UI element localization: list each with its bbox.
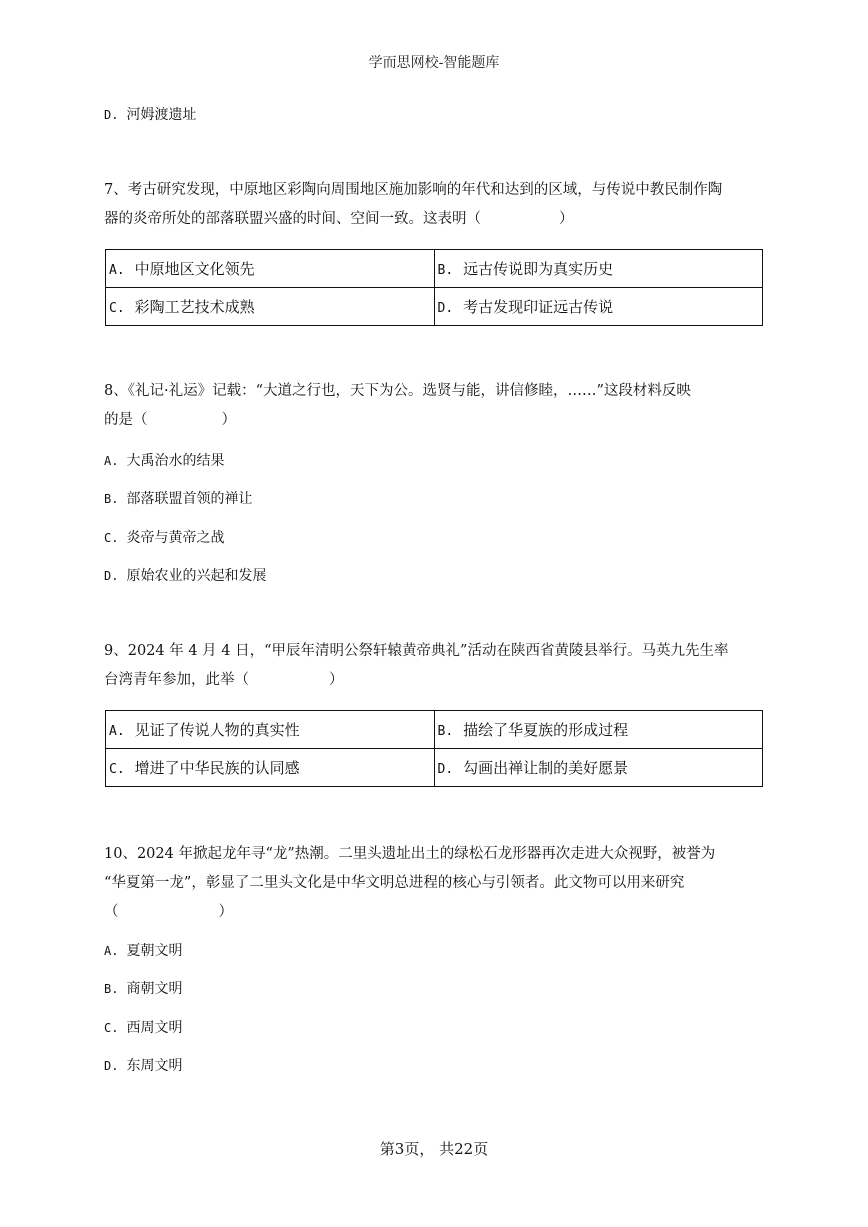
page-header-title: 学而思网校-智能题库 [368,55,500,71]
question-8-line-1: 8、《礼记·礼运》记载：“大道之行也，天下为公。选贤与能，讲信修睦，……”这段材料反映 [104,383,691,399]
question-8-option-a[interactable]: A. 大禹治水的结果 [104,453,225,469]
question-10-line-1: 10、2024 年掀起龙年寻“龙”热潮。二里头遗址出土的绿松石龙形器再次走进大众视野，被誉为 [104,846,716,862]
question-8-option-d[interactable]: D. 原始农业的兴起和发展 [104,568,267,584]
question-9 [104,637,764,695]
question-8-option-c[interactable]: C. 炎帝与黄帝之战 [104,530,225,546]
question-7-line-1: 7、考古研究发现，中原地区彩陶向周围地区施加影响的年代和达到的区域，与传说中教民制作陶 [104,182,723,198]
question-7-option-d[interactable]: D. 考古发现印证远古传说 [434,288,763,326]
question-7-option-b[interactable]: B. 远古传说即为真实历史 [434,250,763,288]
question-10-option-b[interactable]: B. 商朝文明 [104,981,183,997]
question-8 [104,377,764,435]
option-text: 河姆渡遗址 [126,107,197,123]
prev-question-option-d [104,105,196,125]
question-9-options-table [105,710,763,787]
question-9-line-2: 台湾青年参加，此举（ ） [104,672,344,688]
question-7-option-c[interactable]: C. 彩陶工艺技术成熟 [106,288,435,326]
question-7-options-table [105,249,763,326]
question-8-option-b[interactable]: B. 部落联盟首领的禅让 [104,491,253,507]
option-letter: D. [104,108,119,122]
question-10 [104,840,764,927]
question-9-option-a[interactable]: A. 见证了传说人物的真实性 [106,711,435,749]
question-10-option-c[interactable]: C. 西周文明 [104,1020,183,1036]
question-9-option-d[interactable]: D. 勾画出禅让制的美好愿景 [434,749,763,787]
question-10-line-2: “华夏第一龙”，彰显了二里头文化是中华文明总进程的核心与引领者。此文物可以用来研究 [104,875,685,891]
question-7 [104,176,764,234]
page-number-footer: 第3页， 共22页 [379,1140,489,1158]
question-9-option-c[interactable]: C. 增进了中华民族的认同感 [106,749,435,787]
question-7-option-a[interactable]: A. 中原地区文化领先 [106,250,435,288]
question-10-option-d[interactable]: D. 东周文明 [104,1058,183,1074]
question-9-option-b[interactable]: B. 描绘了华夏族的形成过程 [434,711,763,749]
question-10-option-a[interactable]: A. 夏朝文明 [104,943,183,959]
question-10-line-3: （ ） [104,904,233,920]
question-8-line-2: 的是（ ） [104,412,236,428]
question-7-line-2: 器的炎帝所处的部落联盟兴盛的时间、空间一致。这表明（ ） [104,211,574,227]
question-9-line-1: 9、2024 年 4 月 4 日，“甲辰年清明公祭轩辕黄帝典礼”活动在陕西省黄陵县举行。马英九先生率 [104,643,729,659]
